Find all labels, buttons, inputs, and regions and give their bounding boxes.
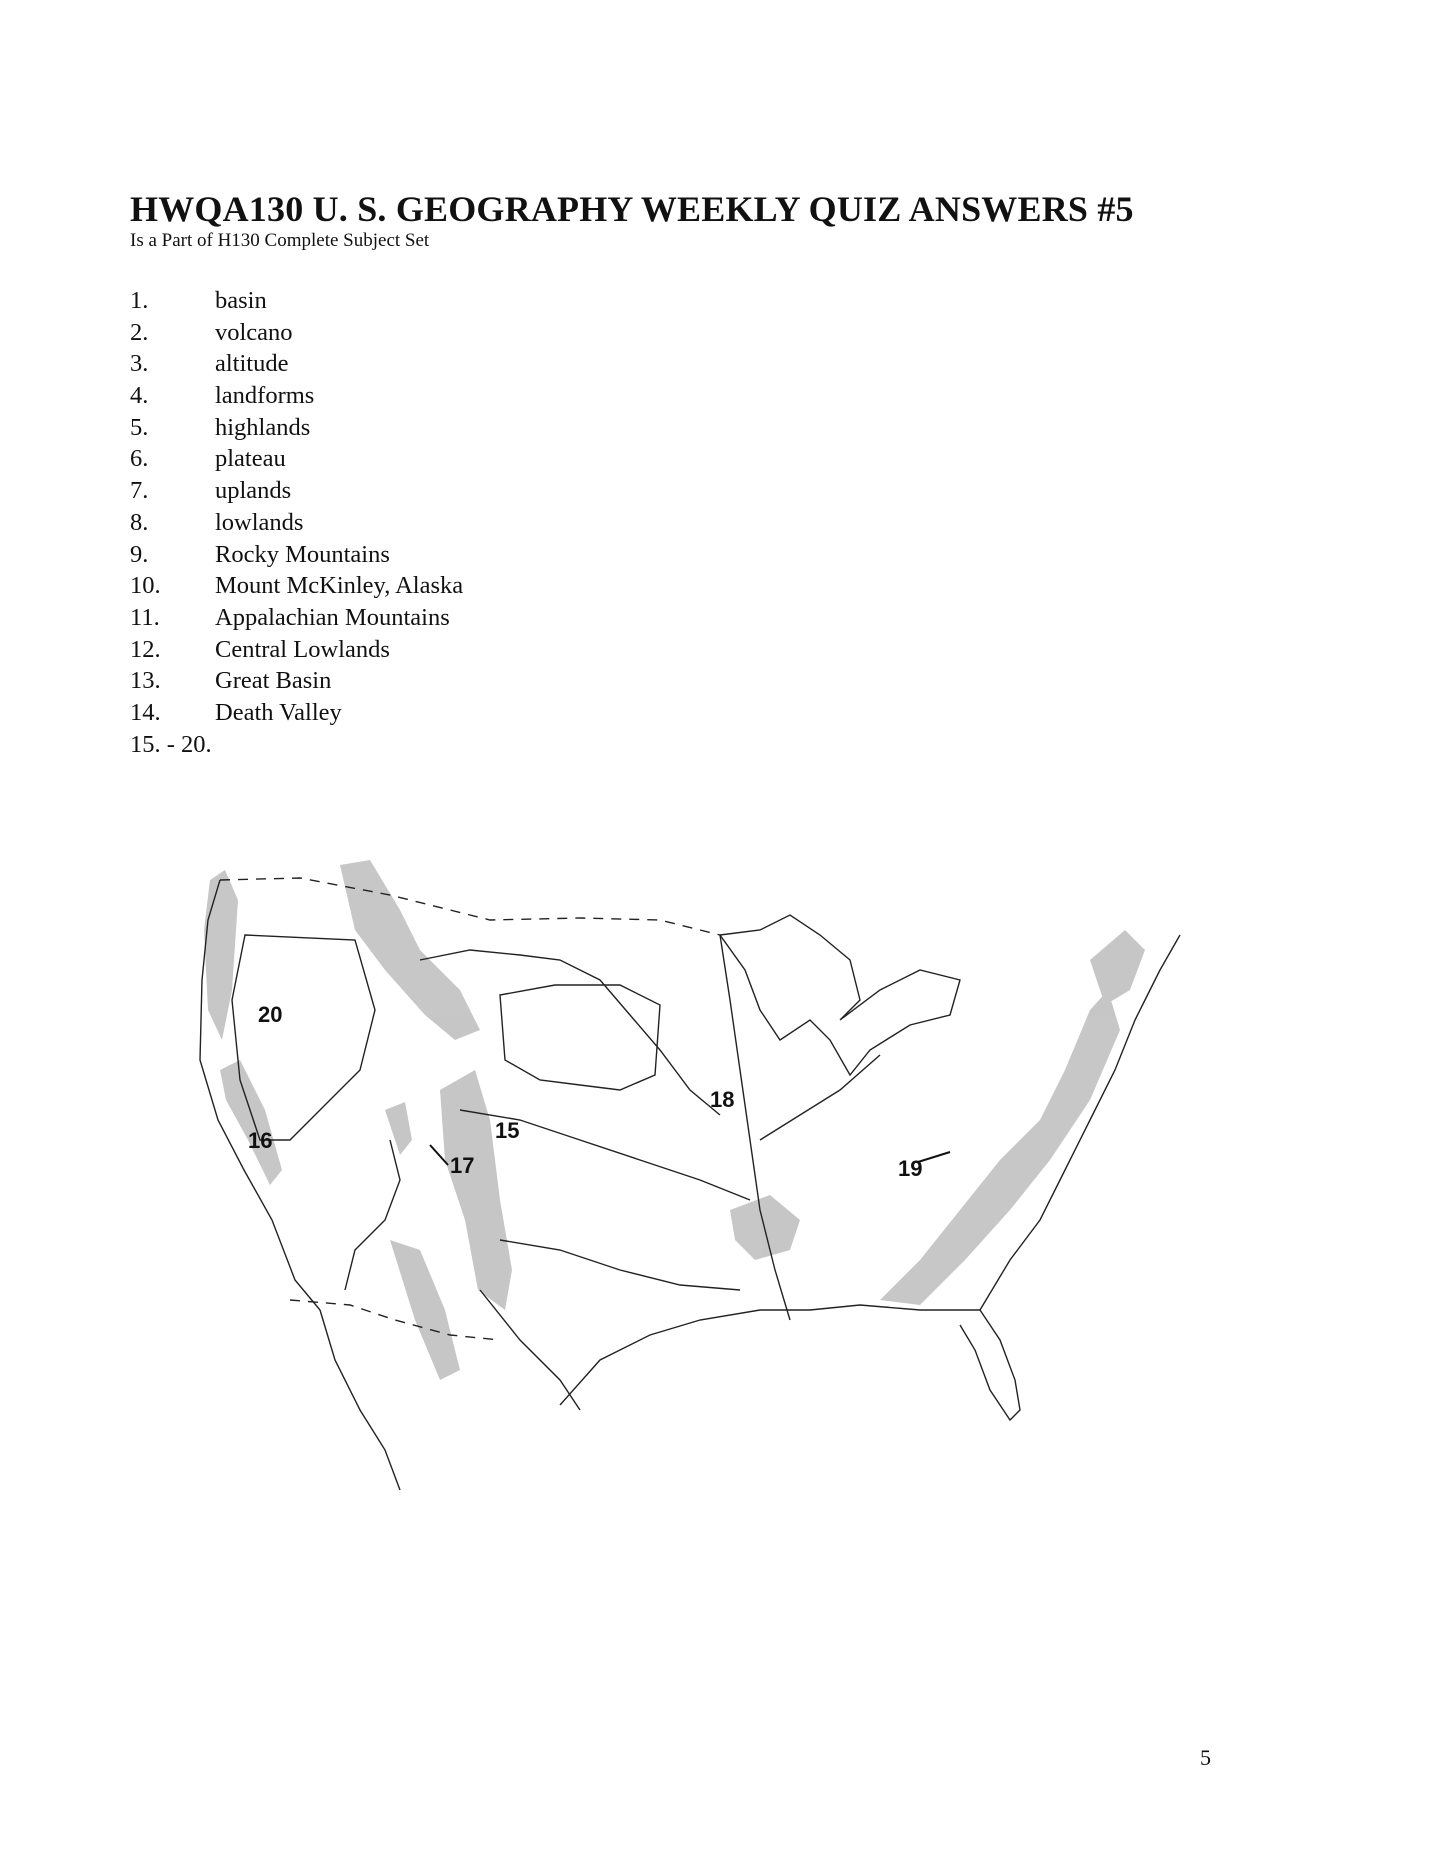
answer-text: Great Basin — [215, 667, 332, 695]
ohio-river — [760, 1055, 880, 1140]
answer-number: 6. — [130, 445, 149, 473]
map-label-17: 17 — [450, 1153, 475, 1178]
florida — [960, 1310, 1020, 1420]
mexico-sierra — [390, 1240, 460, 1380]
boundaries — [200, 878, 1180, 1490]
mexico-border — [290, 1300, 500, 1340]
answer-number: 11. — [130, 603, 160, 631]
mountain-shading — [204, 860, 1145, 1380]
northern-rockies — [340, 860, 480, 1040]
answer-item — [130, 634, 463, 666]
answer-item — [130, 602, 463, 634]
leader-19 — [918, 1152, 950, 1162]
answer-text: landforms — [215, 382, 315, 410]
answer-number: 9. — [130, 540, 149, 568]
answer-number: 3. — [130, 350, 149, 378]
answer-text: altitude — [215, 350, 289, 378]
appalachians — [880, 990, 1120, 1305]
answer-number: 14. — [130, 698, 161, 726]
answer-item — [130, 475, 463, 507]
answer-text: lowlands — [215, 508, 304, 536]
answer-item — [130, 729, 463, 761]
baja-california — [320, 1310, 400, 1490]
answer-text: Central Lowlands — [215, 635, 390, 663]
answer-item — [130, 443, 463, 475]
answer-number: 5. — [130, 413, 149, 441]
answer-item — [130, 317, 463, 349]
rio-grande — [480, 1290, 580, 1410]
answer-item — [130, 570, 463, 602]
page-subtitle: Is a Part of H130 Complete Subject Set — [130, 230, 430, 251]
answer-text: Rocky Mountains — [215, 540, 390, 568]
answer-item — [130, 285, 463, 317]
answer-item — [130, 697, 463, 729]
sierra-nevada — [220, 1060, 282, 1185]
new-england-mountains — [1090, 930, 1145, 1005]
answer-text: uplands — [215, 477, 292, 505]
answer-number: 8. — [130, 508, 149, 536]
map-labels — [248, 1002, 922, 1181]
answer-number: 2. — [130, 318, 149, 346]
page-title: HWQA130 U. S. GEOGRAPHY WEEKLY QUIZ ANSWERS #5 — [130, 189, 1134, 229]
answer-number: 10. — [130, 572, 161, 600]
answer-text: volcano — [215, 318, 293, 346]
answer-text: Appalachian Mountains — [215, 603, 450, 631]
great-lakes — [720, 915, 960, 1075]
colorado-river — [345, 1140, 400, 1290]
us-map — [160, 840, 1240, 1560]
central-plains-region — [500, 985, 660, 1090]
wasatch-range — [385, 1102, 412, 1155]
answer-item — [130, 380, 463, 412]
label-leaders — [430, 1145, 950, 1165]
map-label-19: 19 — [898, 1156, 923, 1181]
answer-text: highlands — [215, 413, 311, 441]
map-label-18: 18 — [710, 1087, 735, 1112]
southern-rockies — [440, 1070, 512, 1310]
canada-border — [220, 878, 720, 935]
gulf-coast — [560, 1305, 980, 1405]
map-label-16: 16 — [248, 1128, 273, 1153]
answer-number: 12. — [130, 635, 161, 663]
red-river — [500, 1240, 740, 1290]
answer-number: 1. — [130, 287, 149, 314]
answer-list — [130, 285, 463, 760]
answer-item — [130, 348, 463, 380]
answer-number: 15. - 20. — [130, 730, 212, 758]
answer-text: Death Valley — [215, 698, 342, 726]
answer-text: Mount McKinley, Alaska — [215, 572, 464, 600]
map-label-20: 20 — [258, 1002, 283, 1027]
answer-text: plateau — [215, 445, 286, 473]
answer-number: 13. — [130, 667, 161, 695]
answer-item — [130, 412, 463, 444]
answer-number: 4. — [130, 382, 149, 410]
answer-number: 7. — [130, 477, 149, 505]
answer-text: basin — [215, 287, 267, 314]
page-number: 5 — [1200, 1745, 1211, 1770]
atlantic-coast — [980, 935, 1180, 1310]
map-label-15: 15 — [495, 1118, 520, 1143]
answer-item — [130, 665, 463, 697]
answer-item — [130, 539, 463, 571]
answer-item — [130, 507, 463, 539]
